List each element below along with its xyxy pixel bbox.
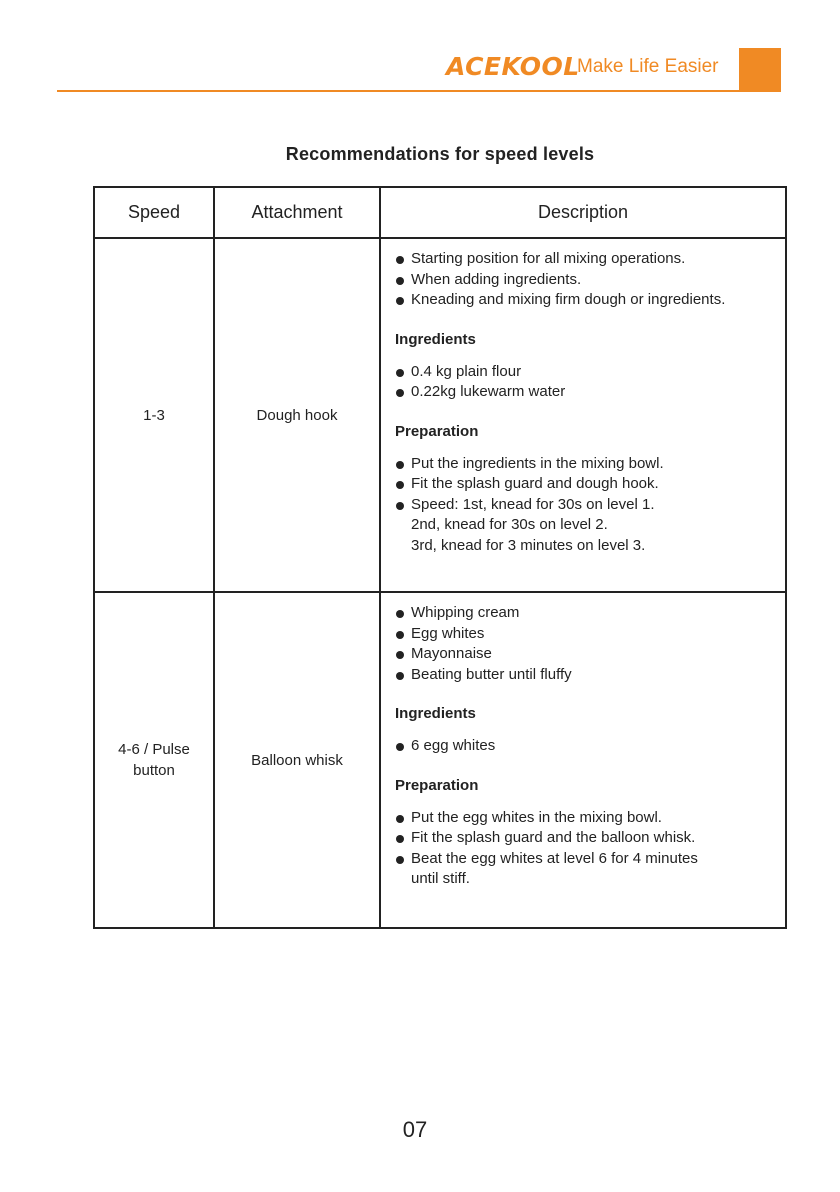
list-item: Kneading and mixing firm dough or ingredients. [395,290,785,311]
ingredients-heading: Ingredients [395,705,476,722]
preparation-heading: Preparation [395,776,479,794]
table-row [94,238,786,592]
description-cell [380,238,786,592]
list-item: Egg whites [395,624,785,645]
preparation-continuation: until stiff. [411,870,470,887]
bullet-icon [396,481,404,489]
bullet-icon [396,297,404,305]
page-number: 07 [402,1117,428,1142]
bullet-icon [396,743,404,751]
list-item: Speed: 1st, knead for 30s on level 1. 2nd, knead for 30s on level 2. 3rd, knead for 3 minutes on level 3. [395,495,785,557]
speed-levels-table [93,186,787,929]
bullet-icon [396,389,404,397]
brand-tagline: Make Life Easier [577,56,719,77]
list-item: Whipping cream [395,603,785,624]
list-item: When adding ingredients. [395,270,785,291]
speed-cell: 1-3 [94,238,214,592]
description-cell [380,592,786,928]
table-row [94,592,786,928]
preparation-continuation: 2nd, knead for 30s on level 2. [411,516,608,533]
preparation-continuation: 3rd, knead for 3 minutes on level 3. [411,536,646,554]
speed-cell: 4-6 / Pulse button [94,592,214,928]
column-header-description: Description [380,187,786,238]
attachment-cell: Balloon whisk [214,592,380,928]
preparation-list [395,454,785,557]
list-item: Fit the splash guard and the balloon whisk. [395,828,785,849]
brand-logo: ACEKOOL [446,52,580,81]
uses-list [395,603,785,685]
header-divider [57,90,781,92]
table-header-row [94,187,786,238]
bullet-icon [396,461,404,469]
bullet-icon [396,631,404,639]
bullet-icon [396,277,404,285]
list-item: 6 egg whites [395,736,785,757]
list-item: Starting position for all mixing operations. [395,249,785,270]
column-header-attachment: Attachment [214,187,380,238]
preparation-list [395,808,785,890]
bullet-icon [396,651,404,659]
bullet-icon [396,256,404,264]
column-header-speed: Speed [94,187,214,238]
ingredients-list [395,736,785,757]
ingredients-list [395,362,785,403]
list-item: 0.22kg lukewarm water [395,382,785,403]
table-title: Recommendations for speed levels [285,144,595,164]
attachment-cell: Dough hook [214,238,380,592]
uses-list [395,249,785,311]
bullet-icon [396,835,404,843]
header-accent-block [739,48,781,91]
bullet-icon [396,369,404,377]
ingredients-heading: Ingredients [395,330,476,348]
bullet-icon [396,856,404,864]
preparation-heading: Preparation [395,422,479,440]
bullet-icon [396,815,404,823]
bullet-icon [396,610,404,618]
list-item: 0.4 kg plain flour [395,362,785,383]
list-item: Put the egg whites in the mixing bowl. [395,808,785,829]
list-item: Fit the splash guard and dough hook. [395,474,785,495]
list-item: Mayonnaise [395,644,785,665]
page-header [0,0,840,95]
bullet-icon [396,672,404,680]
list-item: Put the ingredients in the mixing bowl. [395,454,785,475]
list-item: Beating butter until fluffy [395,665,785,686]
bullet-icon [396,502,404,510]
list-item: Beat the egg whites at level 6 for 4 minutes until stiff. [395,849,785,890]
